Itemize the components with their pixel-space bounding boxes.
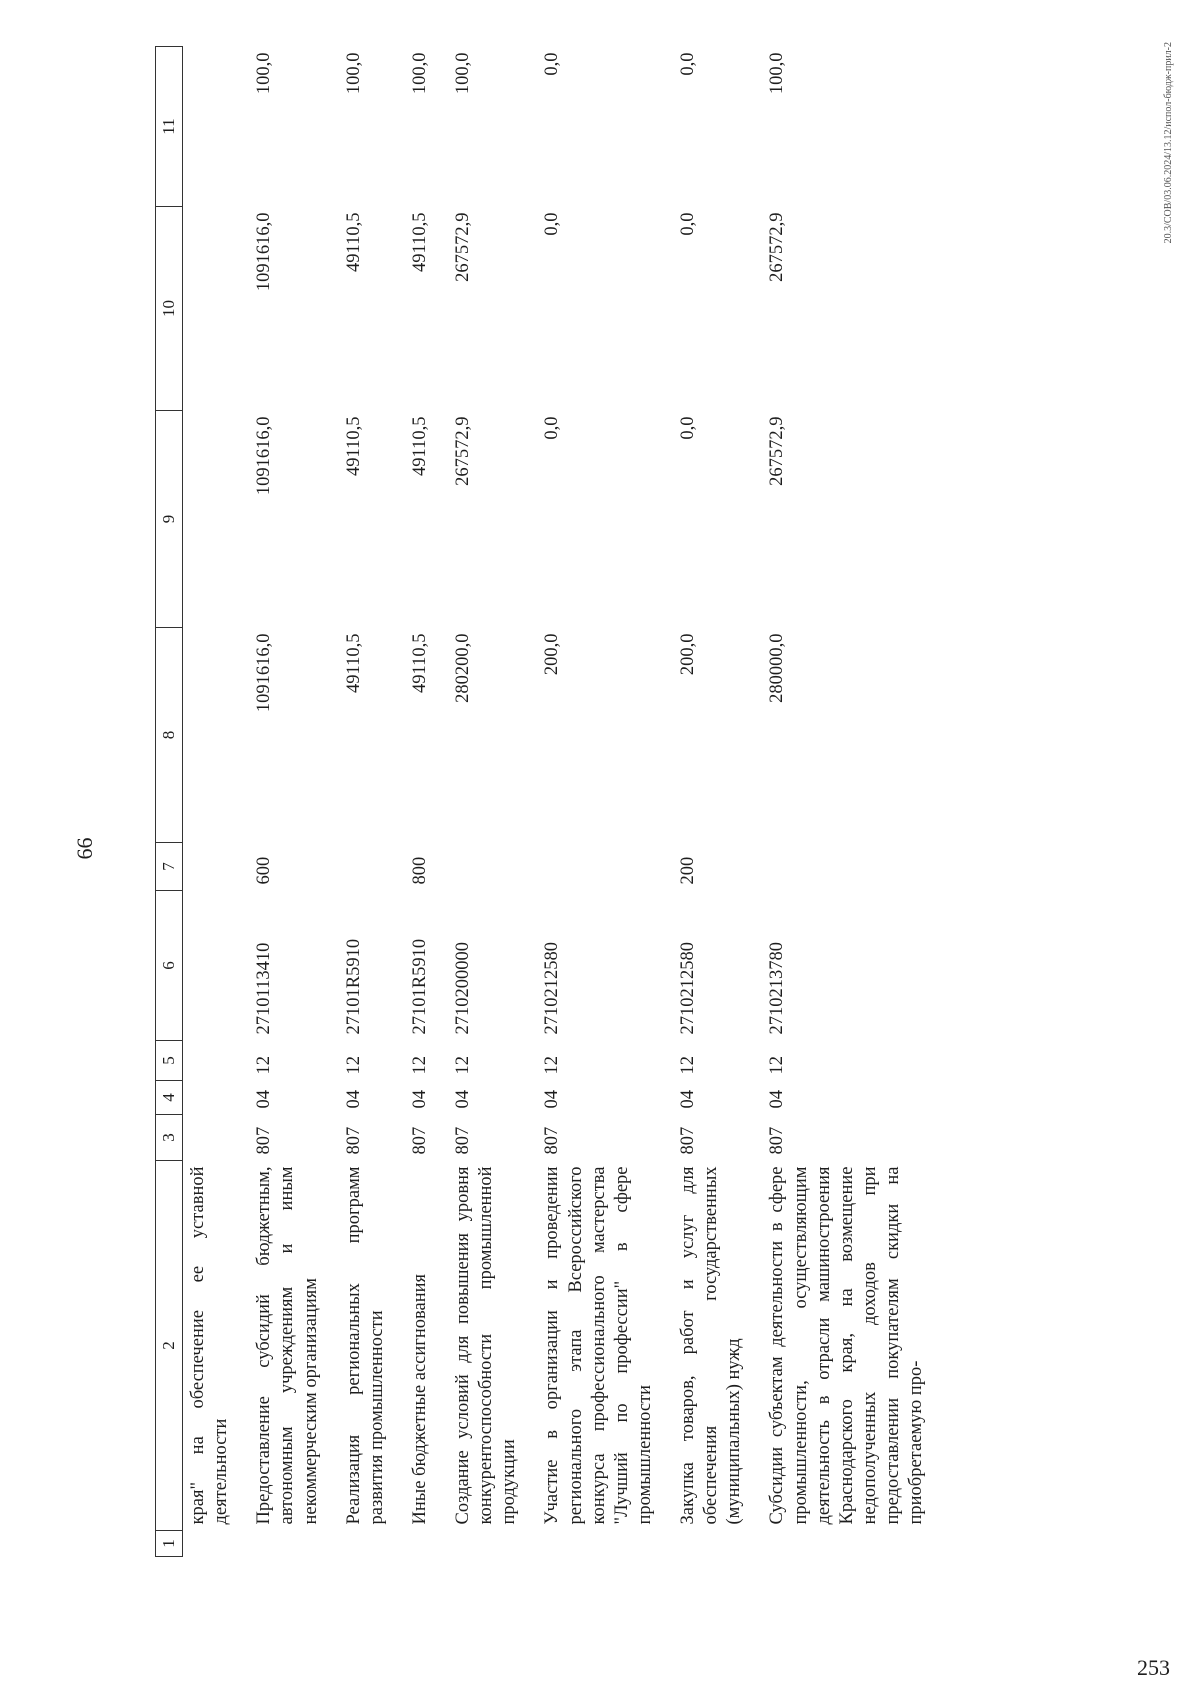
cell-ministry-code: 807: [254, 1126, 275, 1155]
column-header: 8: [156, 628, 183, 843]
cell-executed: 267572,9: [767, 212, 788, 282]
cell-ministry-code: 807: [767, 1126, 788, 1155]
cell-ministry-code: [183, 1115, 250, 1161]
cell-expense-type: [183, 843, 250, 891]
cell-target-article: 2710212580: [542, 942, 563, 1035]
cell-description: Реализация региональных программ развития промышленности: [343, 1166, 387, 1525]
cell-subsection: 12: [343, 1056, 364, 1075]
table-row: [762, 47, 944, 1557]
cell-ministry-code: 807: [678, 1126, 698, 1155]
cell-approved: [183, 411, 250, 628]
column-header: 6: [156, 891, 183, 1041]
cell-section: 04: [542, 1090, 563, 1109]
cell-c1: [537, 1531, 673, 1557]
cell-c1: [339, 1531, 405, 1557]
table-row: [405, 47, 448, 1557]
cell-target-article: [183, 891, 250, 1041]
cell-subsection: 12: [453, 1056, 473, 1075]
cell-section: 04: [767, 1090, 788, 1109]
column-header: 7: [156, 843, 183, 891]
cell-percent: 0,0: [542, 52, 563, 76]
table-row: [448, 47, 537, 1557]
cell-section: [183, 1081, 250, 1115]
cell-c1: [448, 1531, 537, 1557]
column-number-row: [156, 47, 183, 1557]
cell-expense-type: [762, 843, 944, 891]
sheet-number: 253: [1137, 1655, 1170, 1680]
column-header: 11: [156, 47, 183, 207]
cell-planned: 49110,5: [409, 633, 430, 693]
column-header: 5: [156, 1041, 183, 1081]
cell-section: 04: [678, 1090, 698, 1109]
table-row: [537, 47, 673, 1557]
cell-percent: 100,0: [343, 52, 364, 95]
cell-expense-type: 800: [409, 856, 430, 885]
cell-approved: 1091616,0: [254, 416, 275, 496]
document-stamp: 20.3/СОВ/03.06.2024/13.12/испол-бюдж-прил-2: [1163, 42, 1174, 244]
table-row: [339, 47, 405, 1557]
cell-planned: [183, 628, 250, 843]
cell-approved: 0,0: [678, 416, 698, 440]
cell-executed: [183, 207, 250, 411]
cell-percent: 0,0: [678, 52, 698, 76]
cell-planned: 200,0: [678, 633, 698, 676]
cell-description: Предоставление субсидий бюджетным, автономным учреждениям и иным некоммерческим организациям: [254, 1166, 321, 1525]
cell-approved: 267572,9: [767, 416, 788, 486]
cell-percent: 100,0: [767, 52, 788, 95]
cell-subsection: 12: [767, 1056, 788, 1075]
column-header: 10: [156, 207, 183, 411]
cell-expense-type: [448, 843, 537, 891]
cell-c1: [673, 1531, 762, 1557]
cell-planned: 280000,0: [767, 633, 788, 703]
cell-approved: 49110,5: [343, 416, 364, 476]
cell-expense-type: 600: [254, 856, 275, 885]
table-row: [249, 47, 338, 1557]
cell-planned: 1091616,0: [254, 633, 275, 713]
cell-section: 04: [409, 1090, 430, 1109]
cell-c1: [249, 1531, 338, 1557]
cell-approved: 0,0: [542, 416, 563, 440]
cell-c1: [405, 1531, 448, 1557]
cell-c1: [183, 1531, 250, 1557]
cell-approved: 49110,5: [409, 416, 430, 476]
cell-target-article: 2710212580: [678, 942, 698, 1035]
cell-expense-type: [537, 843, 673, 891]
column-header: 9: [156, 411, 183, 628]
cell-executed: 0,0: [678, 212, 698, 236]
cell-percent: 100,0: [409, 52, 430, 95]
column-header: 1: [156, 1531, 183, 1557]
cell-description: Участие в организации и проведении регионального этапа Всероссийского конкурса профессионального мастерства "Лучший по профессии" в сфере промышленности: [542, 1166, 655, 1525]
cell-percent: 100,0: [254, 52, 275, 95]
page-number: 66: [72, 837, 97, 860]
cell-subsection: 12: [542, 1056, 563, 1075]
cell-description: Субсидии субъектам деятельности в сфере промышленности, осуществляющим деятельность в отрасли машиностроения Краснодарского края, на возмещение недополученных доходов при предоставлении покупателям скидки на приобретаемую про-: [767, 1166, 927, 1525]
cell-ministry-code: 807: [409, 1126, 430, 1155]
cell-subsection: 12: [254, 1056, 275, 1075]
cell-executed: 49110,5: [343, 212, 364, 272]
cell-description: края" на обеспечение ее уставной деятельности: [188, 1166, 232, 1525]
cell-planned: 200,0: [542, 633, 563, 676]
cell-description: Создание условий для повышения уровня конкурентоспособности промышленной продукции: [453, 1166, 520, 1525]
cell-description: Закупка товаров, работ и услуг для обеспечения государственных (муниципальных) нужд: [678, 1166, 745, 1525]
column-header: 3: [156, 1115, 183, 1161]
cell-target-article: 27101R5910: [409, 938, 430, 1035]
cell-section: 04: [343, 1090, 364, 1109]
cell-executed: 1091616,0: [254, 212, 275, 292]
cell-expense-type: [339, 843, 405, 891]
cell-percent: 100,0: [453, 52, 473, 95]
cell-c1: [762, 1531, 944, 1557]
cell-ministry-code: 807: [343, 1126, 364, 1155]
cell-description: Иные бюджетные ассигнования: [409, 1273, 430, 1525]
cell-subsection: [183, 1041, 250, 1081]
cell-ministry-code: 807: [453, 1126, 473, 1155]
cell-section: 04: [453, 1090, 473, 1109]
cell-section: 04: [254, 1090, 275, 1109]
cell-ministry-code: 807: [542, 1126, 563, 1155]
column-header: 4: [156, 1081, 183, 1115]
table-body: [183, 47, 945, 1557]
cell-executed: 0,0: [542, 212, 563, 236]
table-row: [183, 47, 250, 1557]
cell-planned: 280200,0: [453, 633, 473, 703]
cell-approved: 267572,9: [453, 416, 473, 486]
cell-target-article: 2710200000: [453, 942, 473, 1035]
cell-target-article: 2710213780: [767, 942, 788, 1035]
cell-planned: 49110,5: [343, 633, 364, 693]
table-row: [673, 47, 762, 1557]
cell-percent: [183, 47, 250, 207]
cell-subsection: 12: [409, 1056, 430, 1075]
cell-executed: 267572,9: [453, 212, 473, 282]
cell-expense-type: 200: [678, 856, 698, 885]
cell-executed: 49110,5: [409, 212, 430, 272]
column-header: 2: [156, 1161, 183, 1531]
cell-subsection: 12: [678, 1056, 698, 1075]
cell-target-article: 2710113410: [254, 942, 275, 1035]
cell-target-article: 27101R5910: [343, 938, 364, 1035]
budget-table: [155, 46, 944, 1557]
